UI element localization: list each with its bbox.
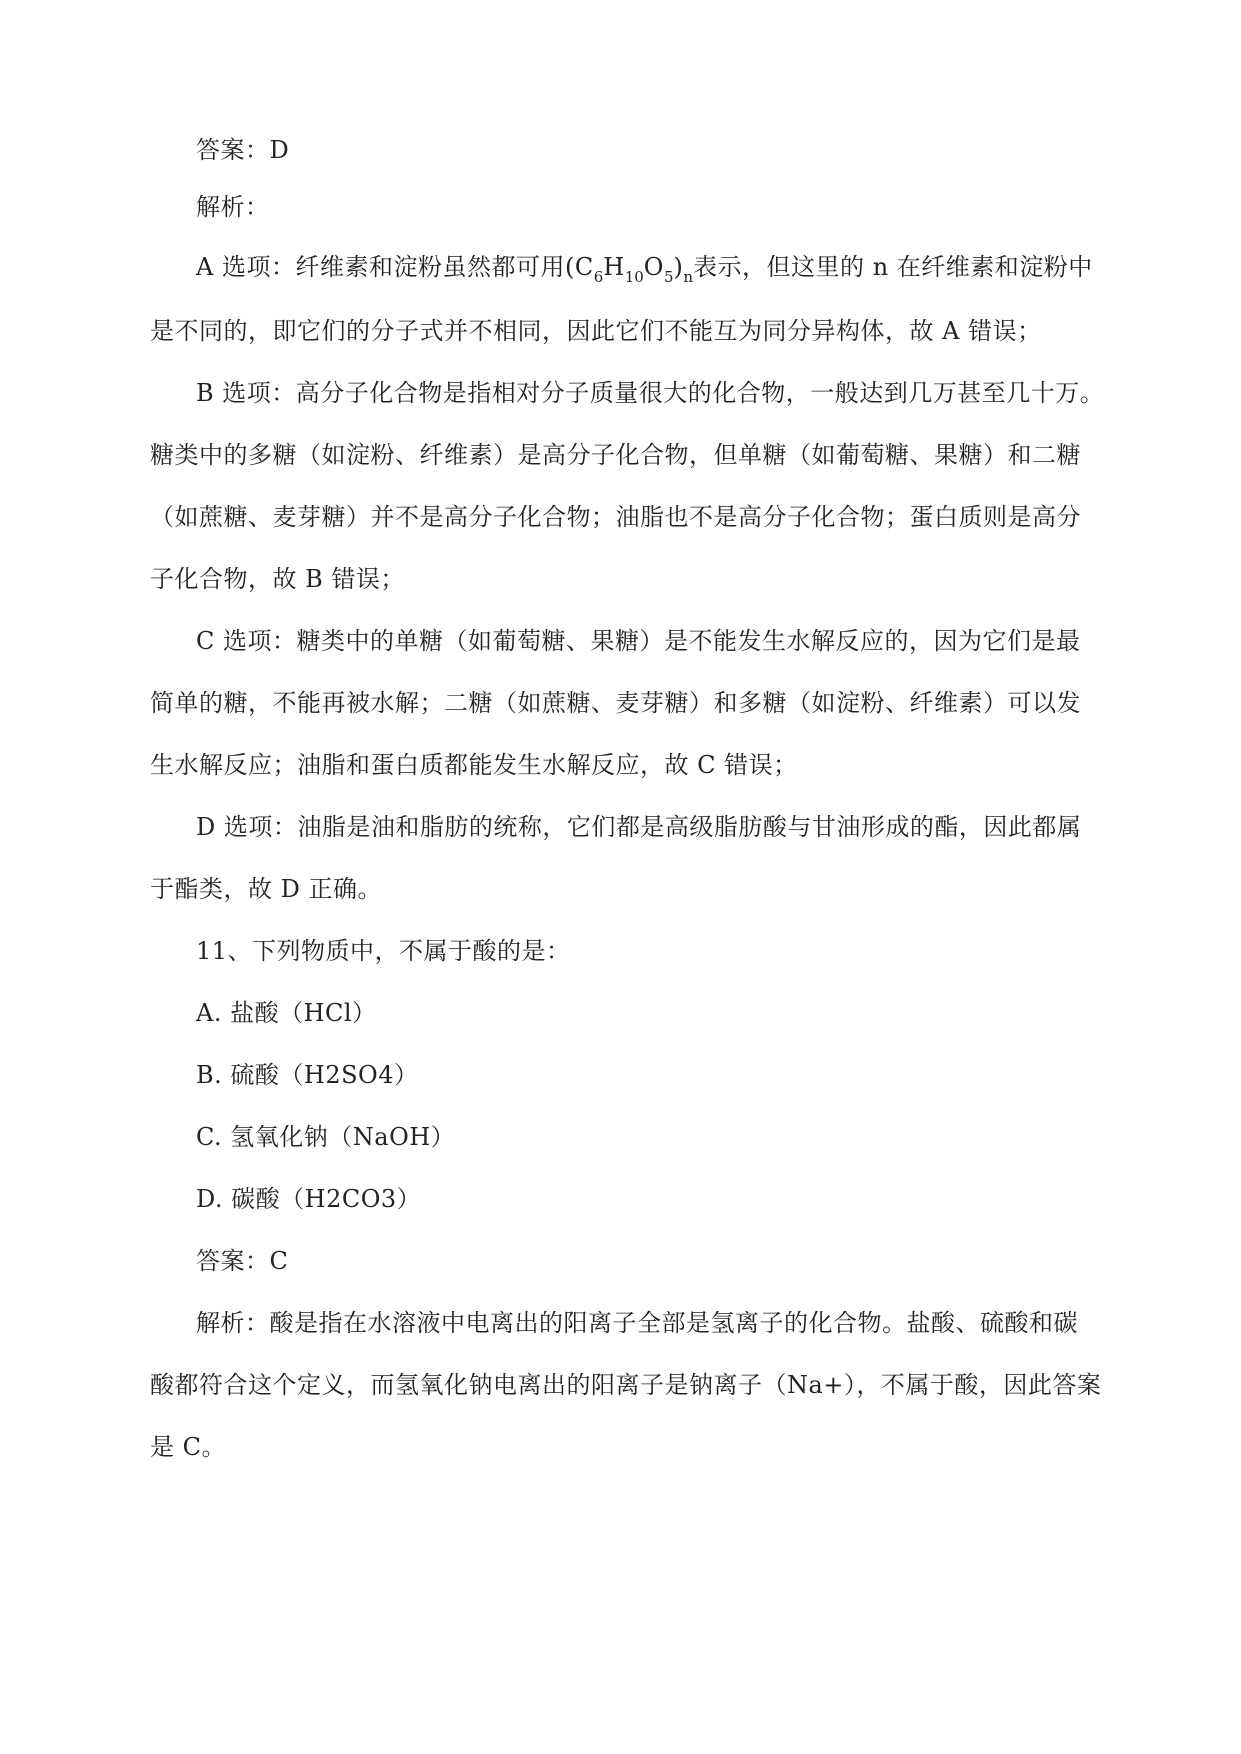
question-11-option-b: B. 硫酸（H2SO4） [196,1061,419,1089]
question-11-analysis-line-2: 酸都符合这个定义，而氢氧化钠电离出的阳离子是钠离子（Na+），不属于酸，因此答案 [150,1371,1102,1399]
question-11-option-d: D. 碳酸（H2CO3） [196,1185,422,1213]
analysis-label: 解析： [196,193,270,221]
option-d-explanation-line-2: 于酯类，故 D 正确。 [150,875,382,903]
option-d-explanation-line-1: D 选项：油脂是油和脂肪的统称，它们都是高级脂肪酸与甘油形成的酯，因此都属 [196,813,1082,841]
question-11-stem: 11、下列物质中，不属于酸的是： [196,937,571,965]
question-11-answer: 答案：C [196,1247,289,1275]
option-b-explanation-line-1: B 选项：高分子化合物是指相对分子质量很大的化合物，一般达到几万甚至几十万。 [196,379,1105,407]
option-c-explanation-line-1: C 选项：糖类中的单糖（如葡萄糖、果糖）是不能发生水解反应的，因为它们是最 [196,627,1081,655]
cellulose-formula: $(C_6H_{10}O_5)_n$ [564,253,694,286]
question-11-option-a: A. 盐酸（HCl） [196,999,377,1027]
question-11-analysis-line-1: 解析：酸是指在水溶液中电离出的阳离子全部是氢离子的化合物。盐酸、硫酸和碳 [196,1309,1078,1337]
option-b-explanation-line-3: （如蔗糖、麦芽糖）并不是高分子化合物；油脂也不是高分子化合物；蛋白质则是高分 [150,503,1081,531]
option-a-suffix: 表示，但这里的 n 在纤维素和淀粉中 [693,253,1093,281]
option-a-prefix: A 选项：纤维素和淀粉虽然都可用 [196,253,565,281]
option-a-explanation-line-2: 是不同的，即它们的分子式并不相同，因此它们不能互为同分异构体，故 A 错误； [150,317,1042,345]
answer-line: 答案：D [196,136,290,164]
question-11-analysis-line-3: 是 C。 [150,1433,226,1461]
question-11-option-c: C. 氢氧化钠（NaOH） [196,1123,456,1151]
option-c-explanation-line-2: 简单的糖，不能再被水解；二糖（如蔗糖、麦芽糖）和多糖（如淀粉、纤维素）可以发 [150,689,1081,717]
option-b-explanation-line-2: 糖类中的多糖（如淀粉、纤维素）是高分子化合物，但单糖（如葡萄糖、果糖）和二糖 [150,441,1081,469]
option-b-explanation-line-4: 子化合物，故 B 错误； [150,565,405,593]
option-c-explanation-line-3: 生水解反应；油脂和蛋白质都能发生水解反应，故 C 错误； [150,751,798,779]
option-a-explanation-line-1 [196,252,1093,292]
